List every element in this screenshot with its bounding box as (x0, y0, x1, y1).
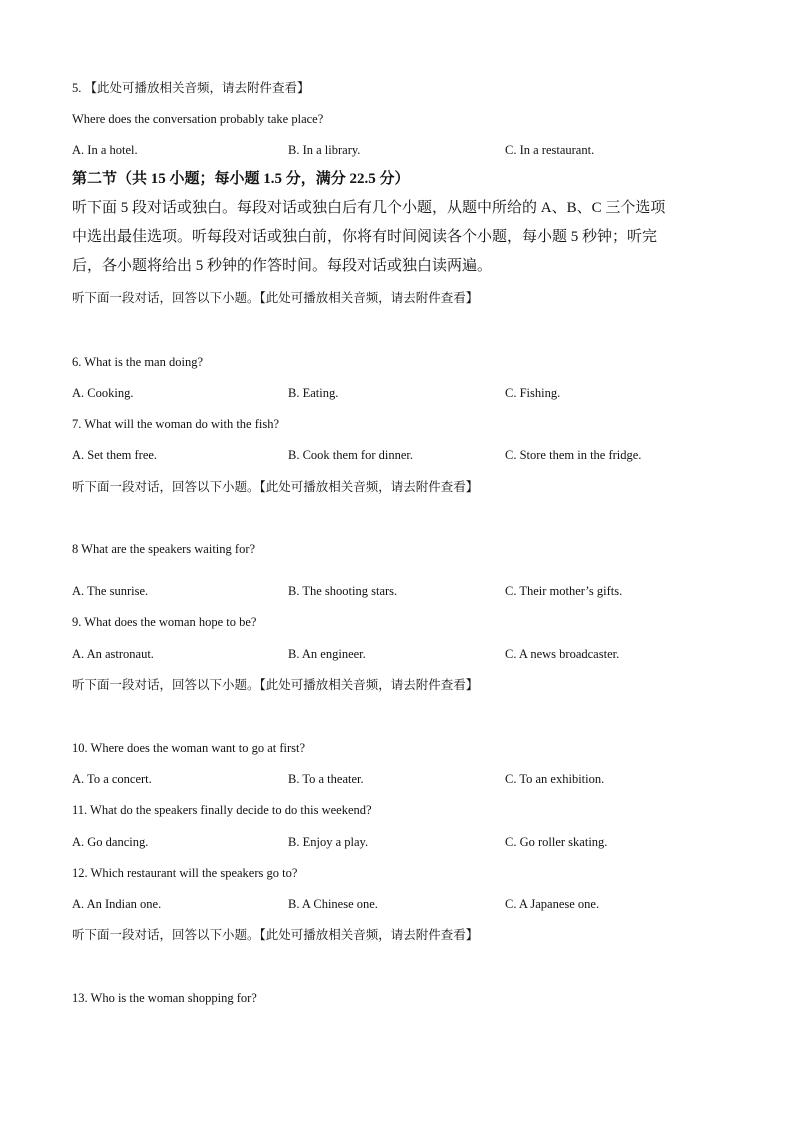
q12-option-b: B. A Chinese one. (288, 897, 378, 911)
q6-option-b: B. Eating. (288, 386, 339, 400)
q13-question: 13. Who is the woman shopping for? (72, 991, 257, 1005)
q8-option-a: A. The sunrise. (72, 584, 149, 598)
q5-question: Where does the conversation probably take place? (72, 112, 324, 126)
section-instruction-line-1: 听下面 5 段对话或独白。每段对话或独白后有几个小题，从题中所给的 A、B、C 三个选项 (72, 200, 666, 216)
q10-option-a: A. To a concert. (72, 772, 152, 786)
listen-note: 听下面一段对话，回答以下小题。【此处可播放相关音频，请去附件查看】 (72, 291, 479, 305)
q10-option-b: B. To a theater. (288, 772, 364, 786)
q9-option-a: A. An astronaut. (72, 647, 154, 661)
q11-option-b: B. Enjoy a play. (288, 835, 369, 849)
q9-question: 9. What does the woman hope to be? (72, 615, 257, 629)
section-instruction-line-2: 中选出最佳选项。听每段对话或独白前，你将有时间阅读各个小题，每小题 5 秒钟；听完 (72, 229, 658, 245)
q6-option-c: C. Fishing. (505, 386, 561, 400)
q7-question: 7. What will the woman do with the fish? (72, 417, 280, 431)
listen-note: 听下面一段对话，回答以下小题。【此处可播放相关音频，请去附件查看】 (72, 928, 479, 942)
q5-option-c: C. In a restaurant. (505, 143, 595, 157)
q11-option-a: A. Go dancing. (72, 835, 149, 849)
q8-question: 8 What are the speakers waiting for? (72, 542, 256, 556)
q12-option-c: C. A Japanese one. (505, 897, 600, 911)
q11-option-c: C. Go roller skating. (505, 835, 608, 849)
q9-option-c: C. A news broadcaster. (505, 647, 620, 661)
q9-option-b: B. An engineer. (288, 647, 366, 661)
q8-option-b: B. The shooting stars. (288, 584, 398, 598)
q5-option-b: B. In a library. (288, 143, 361, 157)
listen-note: 听下面一段对话，回答以下小题。【此处可播放相关音频，请去附件查看】 (72, 678, 479, 692)
section-instruction-line-3: 后，各小题将给出 5 秒钟的作答时间。每段对话或独白读两遍。 (72, 258, 493, 274)
q12-option-a: A. An Indian one. (72, 897, 162, 911)
q8-option-c: C. Their mother’s gifts. (505, 584, 623, 598)
q5-audio-note: 5. 【此处可播放相关音频，请去附件查看】 (72, 81, 310, 95)
q6-option-a: A. Cooking. (72, 386, 134, 400)
q7-option-a: A. Set them free. (72, 448, 158, 462)
section-heading: 第二节（共 15 小题；每小题 1.5 分，满分 22.5 分） (72, 171, 410, 187)
q6-question: 6. What is the man doing? (72, 355, 203, 369)
listen-note: 听下面一段对话，回答以下小题。【此处可播放相关音频，请去附件查看】 (72, 480, 479, 494)
q10-question: 10. Where does the woman want to go at first? (72, 741, 306, 755)
q12-question: 12. Which restaurant will the speakers go to? (72, 866, 298, 880)
q7-option-b: B. Cook them for dinner. (288, 448, 413, 462)
q10-option-c: C. To an exhibition. (505, 772, 605, 786)
q11-question: 11. What do the speakers finally decide to do this weekend? (72, 803, 372, 817)
q5-option-a: A. In a hotel. (72, 143, 138, 157)
q7-option-c: C. Store them in the fridge. (505, 448, 642, 462)
